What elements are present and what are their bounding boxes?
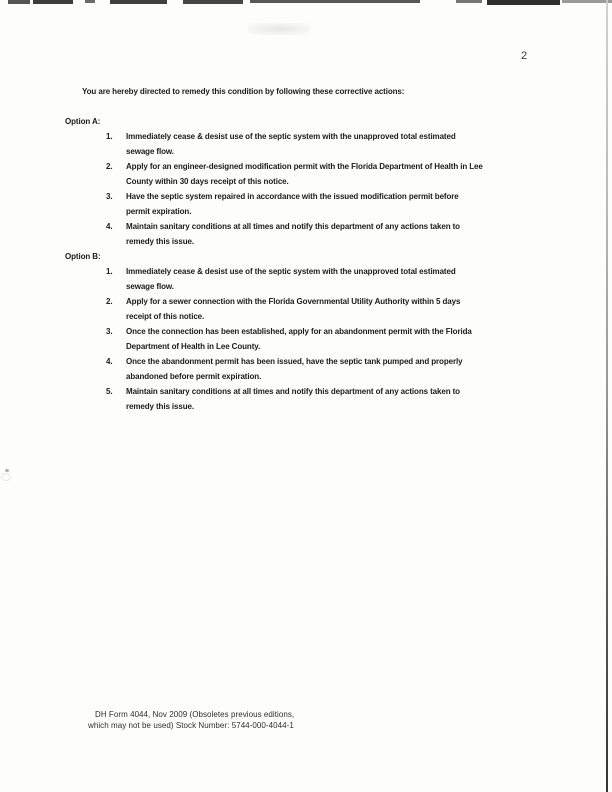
item-line: remedy this issue. <box>126 402 195 411</box>
item-line: Once the abandonment permit has been issued, have the septic tank pumped and properly <box>126 357 463 366</box>
item-number: 3. <box>106 192 113 201</box>
item-number: 4. <box>106 357 113 366</box>
item-number: 5. <box>106 387 113 396</box>
option-section <box>0 249 612 414</box>
option-label: Option A: <box>65 117 101 126</box>
item-text <box>126 189 612 219</box>
scan-mark <box>8 0 30 4</box>
scan-mark <box>183 0 243 4</box>
form-footer <box>88 710 294 731</box>
item-line: Immediately cease & desist use of the septic system with the unapproved total estimated <box>126 132 456 141</box>
item-text <box>126 129 612 159</box>
item-number: 2. <box>106 297 113 306</box>
scan-artifact-strip <box>0 0 612 8</box>
scan-mark <box>250 0 420 3</box>
item-line: Apply for a sewer connection with the Florida Governmental Utility Authority within 5 days <box>126 297 461 306</box>
spacer <box>0 99 612 114</box>
item-line: sewage flow. <box>126 147 174 156</box>
item-text <box>126 159 612 189</box>
footer-line-2: which may not be used) Stock Number: 5744-000-4044-1 <box>88 720 294 730</box>
item-line: Immediately cease & desist use of the septic system with the unapproved total estimated <box>126 267 456 276</box>
item-line: permit expiration. <box>126 207 192 216</box>
item-number: 1. <box>106 132 113 141</box>
scan-smudge <box>248 23 310 35</box>
item-line: remedy this issue. <box>126 237 195 246</box>
item-line: Have the septic system repaired in accordance with the issued modification permit before <box>126 192 459 201</box>
ordered-list <box>0 129 612 249</box>
item-line: Maintain sanitary conditions at all times and notify this department of any actions taken to <box>126 387 460 396</box>
options-container <box>0 114 612 414</box>
list-item <box>106 324 612 354</box>
item-number: 4. <box>106 222 113 231</box>
item-line: County within 30 days receipt of this notice. <box>126 177 289 186</box>
item-text <box>126 354 612 384</box>
list-item <box>106 159 612 189</box>
page-number: 2 <box>521 50 528 62</box>
item-line: Department of Health in Lee County. <box>126 342 261 351</box>
scan-mark <box>562 0 612 3</box>
item-number: 2. <box>106 162 113 171</box>
item-line: sewage flow. <box>126 282 174 291</box>
item-text <box>126 264 612 294</box>
list-item <box>106 219 612 249</box>
item-text <box>126 219 612 249</box>
item-text <box>126 294 612 324</box>
scan-mark <box>456 0 482 3</box>
item-line: Once the connection has been established, apply for an abandonment permit with the Florida <box>126 327 472 336</box>
item-text <box>126 384 612 414</box>
ordered-list <box>0 264 612 414</box>
item-line: receipt of this notice. <box>126 312 205 321</box>
item-line: Apply for an engineer-designed modification permit with the Florida Department of Health in Lee <box>126 162 483 171</box>
list-item <box>106 189 612 219</box>
scan-mark <box>487 0 560 5</box>
scan-mark <box>33 0 73 4</box>
list-item <box>106 354 612 384</box>
list-item <box>106 384 612 414</box>
item-number: 1. <box>106 267 113 276</box>
scan-mark <box>85 0 95 3</box>
intro-paragraph: You are hereby directed to remedy this condition by following these corrective actions: <box>82 87 405 96</box>
footer-line-1: DH Form 4044, Nov 2009 (Obsoletes previous editions, <box>95 710 295 719</box>
option-section <box>0 114 612 249</box>
item-line: abandoned before permit expiration. <box>126 372 262 381</box>
list-item <box>106 129 612 159</box>
letter-body <box>0 84 612 414</box>
list-item <box>106 264 612 294</box>
item-line: Maintain sanitary conditions at all times and notify this department of any actions taken to <box>126 222 460 231</box>
list-item <box>106 294 612 324</box>
ink-speck <box>5 469 9 472</box>
ink-speck <box>1 473 11 481</box>
scan-mark <box>110 0 167 4</box>
option-label: Option B: <box>65 252 101 261</box>
item-number: 3. <box>106 327 113 336</box>
item-text <box>126 324 612 354</box>
